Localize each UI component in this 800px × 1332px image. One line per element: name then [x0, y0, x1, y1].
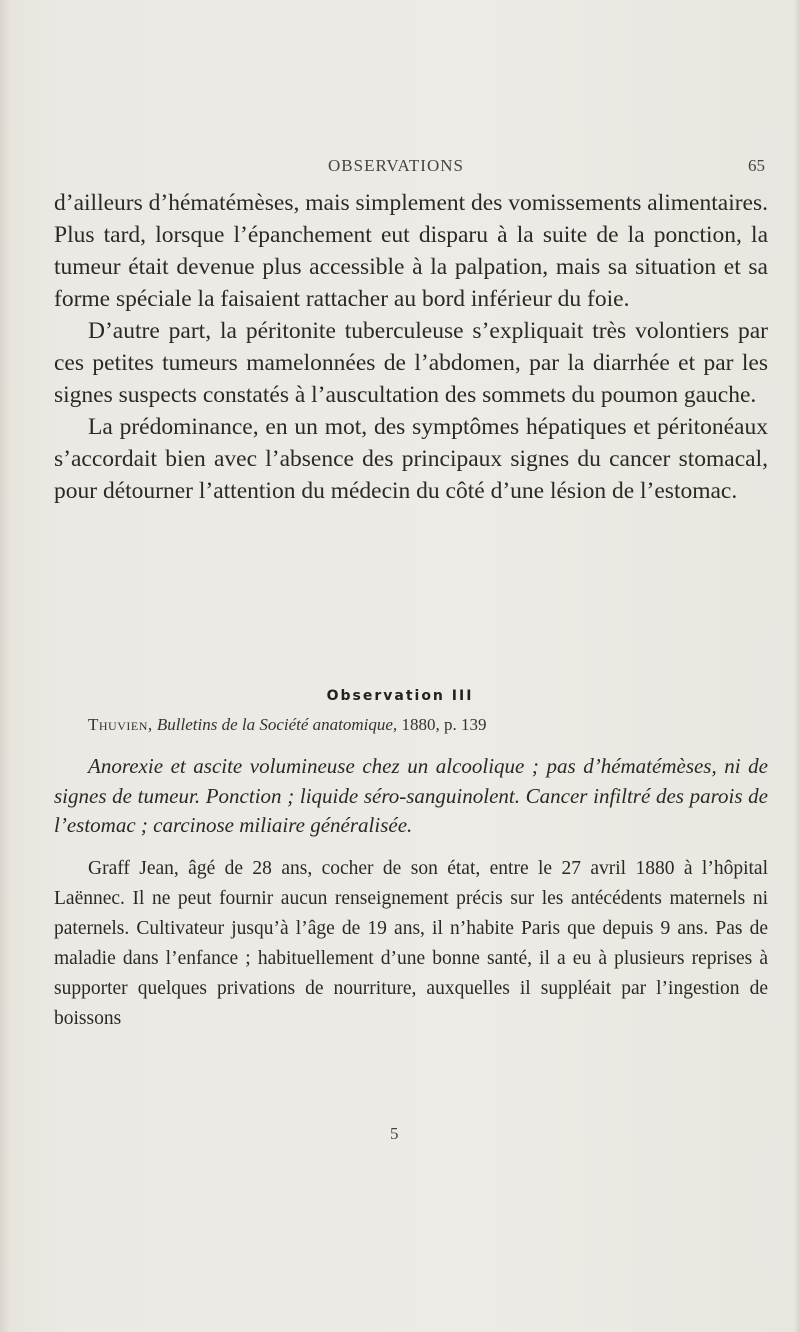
running-title: OBSERVATIONS — [328, 156, 464, 175]
paragraph-2: D’autre part, la péritonite tuberculeuse s’expliquait très volontiers par ces petites tumeurs mamelonnées de l’abdomen, par la diarrhée et par les signes suspects constatés à l’auscultation des sommets du poumon gauche. — [54, 318, 768, 408]
case-summary: Anorexie et ascite volumineuse chez un alcoolique ; pas d’hématémèses, ni de signes de tumeur. Ponction ; liquide séro-sanguinolent. Cancer infiltré des parois de l’estomac ; carcinose miliaire généralisée. — [54, 754, 768, 837]
page-header — [0, 156, 800, 184]
signature-mark: 5 — [390, 1124, 399, 1143]
reference-details: 1880, p. 139 — [401, 715, 487, 734]
reference-author: Thuvien, — [88, 715, 153, 734]
observation-heading: Observation III — [326, 688, 474, 704]
reference-journal: Bulletins de la Société anatomique, — [156, 715, 398, 734]
page-edge-shadow — [794, 0, 800, 1332]
case-text: Graff Jean, âgé de 28 ans, cocher de son état, entre le 27 avril 1880 à l’hôpital Laënnec. Il ne peut fournir aucun renseignement précis sur les antécédents maternels ni paternels. Cultivateur jusqu’à l’âge de 19 ans, il n’habite Paris que depuis 9 ans. Pas de maladie dans l’enfance ; habituellement d’une bonne santé, il a eu à plusieurs reprises à supporter quelques privations de nourriture, auxquelles il suppléait par l’ingestion de boissons — [54, 858, 768, 1029]
page-number: 65 — [748, 156, 765, 175]
bibliographic-reference — [88, 715, 728, 735]
body-text — [54, 187, 768, 507]
paragraph-1: d’ailleurs d’hématémèses, mais simplement des vomissements alimentaires. Plus tard, lorsque l’épanchement eut disparu à la suite de la ponction, la tumeur était devenue plus accessible à la palpation, mais sa situation et sa forme spéciale la faisaient rattacher au bord inférieur du foie. — [54, 190, 768, 312]
paragraph-3: La prédominance, en un mot, des symptômes hépatiques et péritonéaux s’accordait bien avec l’absence des principaux signes du cancer stomacal, pour détourner l’attention du médecin du côté d’une lésion de l’estomac. — [54, 414, 768, 504]
page-gutter-shadow — [0, 0, 10, 1332]
